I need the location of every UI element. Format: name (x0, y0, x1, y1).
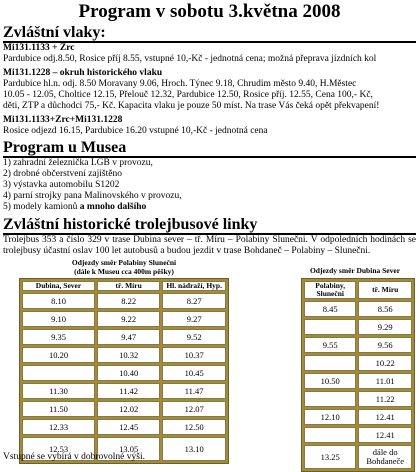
table-row (22, 365, 226, 381)
table-cell: 9.29 (358, 319, 412, 335)
table-cell: 13.05 (97, 437, 160, 461)
train2-line1: Pardubice hl.n. odj. 8.50 Moravany 9.06, Hroch. Týnec 9.18, Chrudim město 9.40, H.Městec (3, 79, 357, 89)
timetable-to-dubina (301, 278, 415, 472)
table-row (22, 293, 226, 309)
table-row (22, 383, 226, 399)
table-cell: 9.27 (162, 311, 226, 327)
table-row (22, 419, 226, 435)
table-cell (304, 319, 356, 335)
table-cell: 12.45 (97, 419, 160, 435)
table-cell: 10.45 (162, 365, 226, 381)
table1-header-cell: Dubina, Sever (22, 281, 95, 291)
table-cell: 8.10 (22, 293, 95, 309)
table-row (22, 347, 226, 363)
table-cell: 8.45 (304, 301, 356, 317)
train2-line2: 10.05 - 12.05, Choltice 12.15, Přelouč 12.32, Pardubice 12.50, Rosice příj. 12.55, Cena 100,- Kč, (3, 90, 373, 100)
table-cell (304, 427, 356, 443)
table-cell: 12.41 (358, 427, 412, 443)
table-row (304, 301, 412, 317)
table-cell: 10.32 (97, 347, 160, 363)
table1-header-cell: tř. Míru (97, 281, 160, 291)
table-cell: 13.10 (162, 437, 226, 461)
table-cell: 10.37 (162, 347, 226, 363)
museum-item-2: 2) drobné občerstvení zajištěno (3, 169, 122, 179)
table-cell: 9.55 (304, 337, 356, 353)
table-cell: 12.10 (304, 409, 356, 425)
museum-item-5-bold: a mnoho dalšího (79, 202, 147, 212)
table-row (22, 311, 226, 327)
table-row (304, 427, 412, 443)
table-row (22, 329, 226, 345)
table-row (304, 337, 412, 353)
table-cell: 9.52 (162, 329, 226, 345)
table-cell: dále do Bohdaneče (358, 445, 412, 469)
table1-caption-line1: Odjezdy směr Polabiny Slunečni (71, 258, 177, 267)
table-cell: 10.22 (358, 355, 412, 371)
table-cell: 9.56 (358, 337, 412, 353)
table-cell: 12.41 (358, 409, 412, 425)
table-cell: 8.27 (162, 293, 226, 309)
table2-header-row (304, 281, 412, 299)
table-cell: 12.07 (162, 401, 226, 417)
table-cell: 12.50 (162, 419, 226, 435)
table2-header-cell: tř. Míru (358, 281, 412, 299)
table-cell: 9.10 (22, 311, 95, 327)
trolleybus-heading: Zvláštní historické trolejbusové linky (3, 216, 416, 235)
train1-line: Pardubice odj.8.50, Rosice příj 8.55, vstupné 10,-Kč - jednotná cena; možná přeprava jízdních kol (3, 54, 377, 64)
table-row (304, 391, 412, 407)
table-cell: 10.40 (97, 365, 160, 381)
table-cell: 9.35 (22, 329, 95, 345)
museum-heading: Program u Musea (3, 139, 416, 158)
table1-caption (29, 259, 219, 276)
train1-name: Mi131.1133 + Zrc (3, 43, 75, 53)
train3-name: Mi131.1133+Zrc+Mi131.1228 (3, 115, 123, 125)
train2-name: Mi131.1228 – okruh historického vlaku (3, 68, 163, 78)
table-cell: 12.53 (22, 437, 95, 461)
table1-header-cell: Hl. nádraží, Hyp. (162, 281, 226, 291)
table-cell: 11.30 (22, 383, 95, 399)
table-cell: 9.47 (97, 329, 160, 345)
table2-caption: Odjezdy směr Dubina Sever (309, 266, 401, 275)
page-title: Program v sobotu 3.května 2008 (78, 1, 341, 22)
table-cell: 8.56 (358, 301, 412, 317)
table1-header-row (22, 281, 226, 291)
table-cell: 11.50 (22, 401, 95, 417)
table-row (304, 409, 412, 425)
table-cell: 10.50 (304, 373, 356, 389)
museum-item-1: 1) zahradní železnička LGB v provozu, (3, 158, 153, 168)
table-cell (22, 365, 95, 381)
table-cell: 11.42 (97, 383, 160, 399)
table-row (304, 373, 412, 389)
table-row (22, 401, 226, 417)
museum-item-5 (3, 202, 416, 213)
table-cell: 11.47 (162, 383, 226, 399)
table-row (304, 319, 412, 335)
museum-item-5-text: 5) modely kamionů (3, 202, 80, 212)
train3-line: Rosice odjezd 16.15, Pardubice 16.20 vstupné 10,-Kč - jednotná cena (3, 126, 268, 136)
footer-note: Vstupné se vybírá v dobrovolné výši. (3, 452, 145, 462)
table-cell: 8.22 (97, 293, 160, 309)
trolleybus-paragraph: Trolejbus 353 a číslo 329 v trase Dubina sever – tř. Míru – Polabiny Slunečni. V odpoledních hodinách se trolejbusy účastní oslav 100 let autobusů a budou jezdit v trase Bohdaneč – Polabiny – Slunečni. (3, 235, 416, 256)
table1-caption-line2: (dále k Museu cca 400m pěšky) (74, 266, 174, 276)
museum-item-3: 3) výstavka automobilu Š1202 (3, 180, 120, 190)
table2-header-cell: Polabiny, Slunečni (304, 281, 356, 299)
train2-line3: děti, ZTP a důchodci 75,- Kč. Kapacita vlaku je pouze 50 míst. Na trase Vás čeká opět překvapení! (3, 101, 380, 111)
table-row (304, 355, 412, 371)
special-trains-heading: Zvláštní vlaky: (3, 24, 416, 43)
museum-item-4: 4) parní strojky pana Malinovského v provozu, (3, 191, 182, 201)
table-cell (304, 391, 356, 407)
table-cell (304, 355, 356, 371)
table-row (304, 445, 412, 469)
table-cell: 13.25 (304, 445, 356, 469)
table-cell: 12.02 (97, 401, 160, 417)
table-cell: 9.22 (97, 311, 160, 327)
table-cell: 11.01 (358, 373, 412, 389)
timetable-to-polabiny (19, 278, 229, 464)
table-cell: 10.20 (22, 347, 95, 363)
table-cell: 11.22 (358, 391, 412, 407)
table-cell: 12.33 (22, 419, 95, 435)
